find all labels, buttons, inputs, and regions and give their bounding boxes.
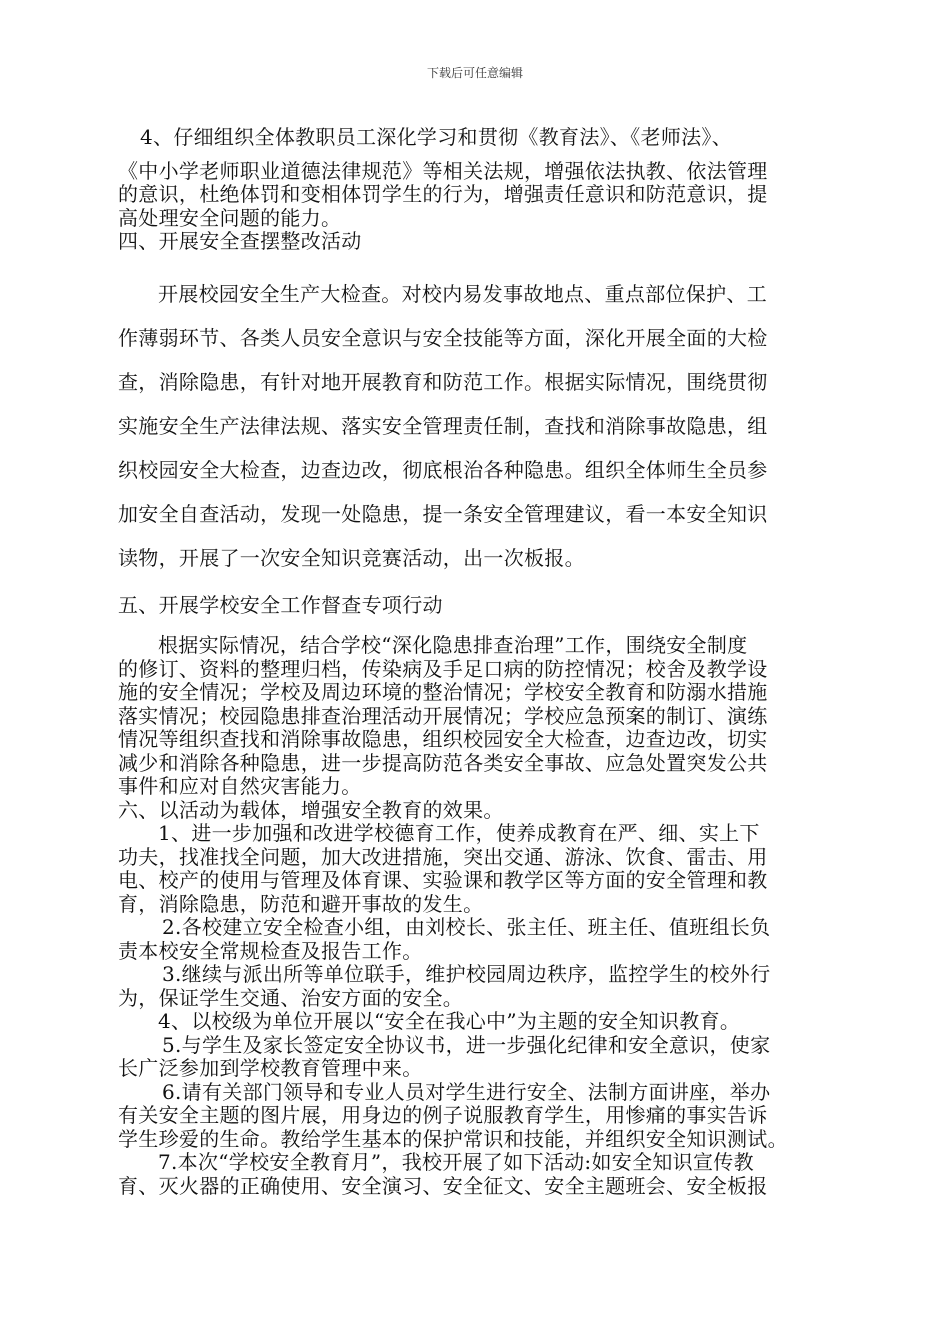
paragraph-line: 有关安全主题的图片展，用身边的例子说服教育学生，用惨痛的事实告诉 (118, 1103, 768, 1127)
section-heading: 四、开展安全查摆整改活动 (118, 229, 362, 253)
text-block-activities (118, 634, 834, 1198)
paragraph-line: 电、校产的使用与管理及体育课、实验课和教学区等方面的安全管理和教 (118, 868, 768, 892)
paragraph-line: 1、进一步加强和改进学校德育工作，使养成教育在严、细、实上下 (158, 821, 760, 845)
paragraph-line: 为，保证学生交通、治安方面的安全。 (118, 985, 464, 1010)
paragraph-line: 功夫，找准找全问题，加大改进措施，突出交通、游泳、饮食、雷击、用 (118, 844, 768, 869)
text-block-inspection (118, 272, 834, 580)
paragraph-line: 4、仔细组织全体教职员工深化学习和贯彻《教育法》、《老师法》、 (140, 125, 733, 149)
paragraph-line: 育，消除隐患，防范和避开事故的发生。 (118, 891, 484, 916)
paragraph-line: 减少和消除各种隐患，进一步提高防范各类安全事故、应急处置突发公共 (118, 750, 768, 775)
paragraph-line: 织校园安全大检查，边查边改，彻底根治各种隐患。组织全体师生全员参 (118, 458, 768, 482)
paragraph-line: 的修订、资料的整理归档，传染病及手足口病的防控情况；校舍及教学设 (118, 656, 768, 681)
paragraph-line: 《中小学老师职业道德法律规范》等相关法规，增强依法执教、依法管理 (118, 158, 768, 183)
paragraph-line: 情况等组织查找和消除事故隐患，组织校园安全大检查，边查边改，切实 (118, 727, 768, 751)
text-block-section-five (118, 594, 834, 618)
paragraph-line: 查，消除隐患，有针对地开展教育和防范工作。根据实际情况，围绕贯彻 (118, 370, 768, 394)
paragraph-line: 落实情况；校园隐患排查治理活动开展情况；学校应急预案的制订、演练 (118, 703, 768, 728)
paragraph-line: 事件和应对自然灾害能力。 (118, 774, 362, 798)
paragraph-line: 实施安全生产法律法规、落实安全管理责任制，查找和消除事故隐患，组 (118, 414, 768, 438)
page-header: 下载后可任意编辑 (426, 66, 523, 80)
paragraph-line: 根据实际情况，结合学校“深化隐患排查治理”工作，围绕安全制度 (158, 633, 748, 657)
paragraph-line: 6.请有关部门领导和专业人员对学生进行安全、法制方面讲座，举办 (162, 1079, 771, 1104)
paragraph-line: 2.各校建立安全检查小组，由刘校长、张主任、班主任、值班组长负 (162, 915, 771, 939)
paragraph-line: 责本校安全常规检查及报告工作。 (118, 938, 423, 963)
paragraph-line: 的意识，杜绝体罚和变相体罚学生的行为，增强责任意识和防范意识，提 (118, 182, 768, 206)
paragraph-line: 长广泛参加到学校教育管理中来。 (118, 1056, 423, 1080)
paragraph-line: 开展校园安全生产大检查。对校内易发事故地点、重点部位保护、工 (158, 282, 767, 306)
paragraph-line: 4、以校级为单位开展以“安全在我心中”为主题的安全知识教育。 (158, 1009, 741, 1033)
paragraph-line: 7.本次“学校安全教育月”，我校开展了如下活动:如安全知识宣传教 (158, 1150, 754, 1174)
text-block-legal-study (118, 126, 834, 254)
paragraph-line: 加安全自查活动，发现一处隐患，提一条安全管理建议，看一本安全知识 (118, 502, 768, 526)
paragraph-line: 高处理安全问题的能力。 (118, 205, 342, 230)
paragraph-line: 学生珍爱的生命。教给学生基本的保护常识和技能，并组织安全知识测试。 (118, 1126, 788, 1151)
section-heading: 六、以活动为载体，增强安全教育的效果。 (118, 797, 504, 822)
paragraph-line: 5.与学生及家长签定安全协议书，进一步强化纪律和安全意识，使家 (162, 1032, 771, 1057)
paragraph-line: 育、灭火器的正确使用、安全演习、安全征文、安全主题班会、安全板报 (118, 1173, 768, 1198)
paragraph-line: 施的安全情况；学校及周边环境的整治情况；学校安全教育和防溺水措施 (118, 680, 768, 704)
section-heading: 五、开展学校安全工作督查专项行动 (118, 593, 443, 617)
paragraph-line: 读物，开展了一次安全知识竞赛活动，出一次板报。 (118, 546, 585, 570)
paragraph-line: 作薄弱环节、各类人员安全意识与安全技能等方面，深化开展全面的大检 (118, 326, 768, 350)
paragraph-line: 3.继续与派出所等单位联手，维护校园周边秩序，监控学生的校外行 (162, 962, 771, 986)
